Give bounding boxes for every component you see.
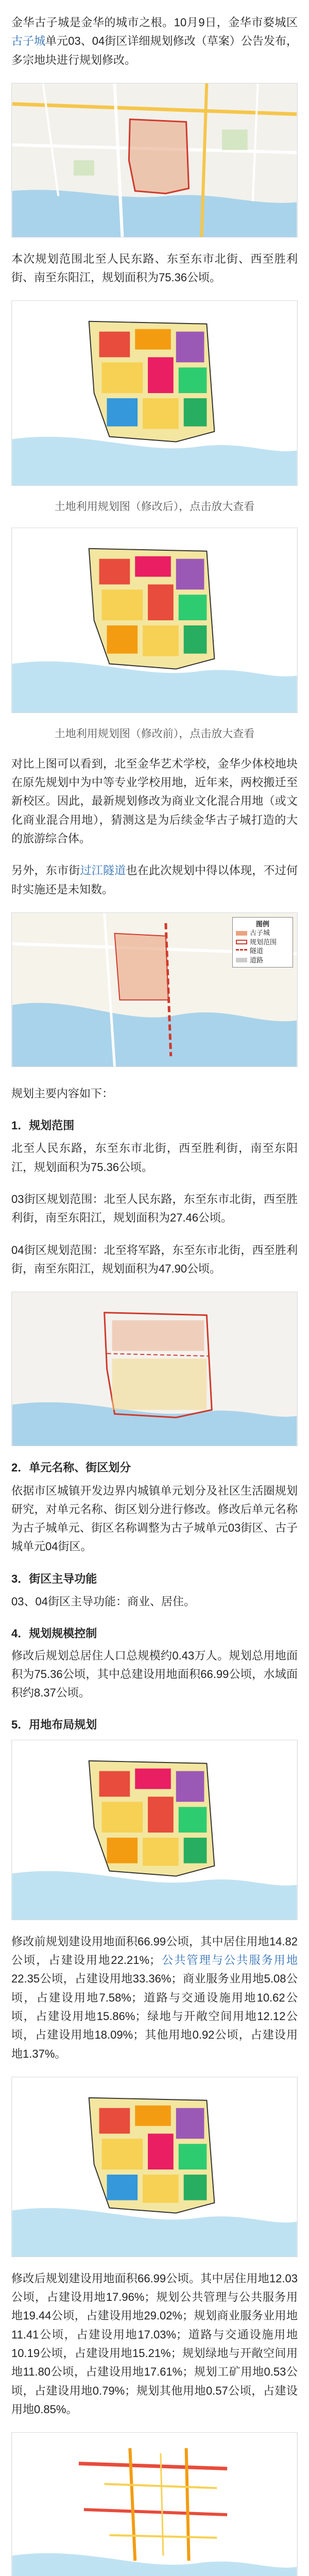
intro-paragraph xyxy=(11,13,298,70)
overview-map-svg xyxy=(12,83,297,237)
section-2-para-1: 依据市区城镇开发边界内城镇单元划分及社区生活圈规划研究，对单元名称、街区划分进行修改。修改后单元名称为古子城单元、街区名称调整为古子城单元03街区、古子城单元04街区。 xyxy=(11,1484,298,1553)
road-network-map-svg xyxy=(12,2433,297,2576)
tunnel-map[interactable] xyxy=(11,912,298,1067)
land-use-map-section5-before-svg xyxy=(12,1740,297,1920)
intro-text-part1: 金华古子城是金华的城市之根。10月9日，金华市婺城区 xyxy=(11,16,298,29)
section-5-para-2: 修改后规划建设用地面积66.99公顷。其中居住用地12.03公顷，占建设用地17.96%；规划公共管理与公共服务用地19.44公顷，占建设用地29.02%；规划商业服务业用地11.41公顷，占建设用地17.03%；道路与交通设施用地10.19公顷，占建设用地15.21%；规划绿地与开敞空间用地11.80公顷，占建设用地17.61%；规划工矿用地0.53公顷，占建设用地0.79%；规划其他用地0.57公顷，占建设用地0.85%。 xyxy=(11,2272,298,2416)
section-3-para-1: 03、04街区主导功能：商业、居住。 xyxy=(11,1595,195,1608)
tunnel-text-part1: 另外，东市街 xyxy=(11,864,80,877)
section-3-heading: 3．街区主导功能 xyxy=(11,1572,97,1585)
overview-map[interactable] xyxy=(11,83,298,238)
legend-row-4 xyxy=(236,956,289,965)
land-use-map-section5-before[interactable] xyxy=(11,1740,298,1920)
section-5-para-1-part2: 22.35公顷，占建设用地33.36%；商业服务业用地5.08公顷，占建设用地7.58%；道路与交通设施用地10.62公顷，占建设用地15.86%；绿地与开敞空间用地12.12公顷，占建设用地18.09%；其他用地0.92公顷，占建设用地1.37%。 xyxy=(11,1972,298,2060)
section-1-heading: 1．规划范围 xyxy=(11,1119,75,1132)
land-use-map-after[interactable] xyxy=(11,300,298,486)
tunnel-text-part2: 也在此次规划中得以体现，不过何时实施还是未知数。 xyxy=(11,864,298,896)
section-1-para-1: 北至人民东路，东至东市北街，西至胜利街，南至东阳江，规划面积为75.36公顷。 xyxy=(11,1142,298,1174)
legend-row-1 xyxy=(236,928,289,938)
section-5-para-1 xyxy=(11,1933,298,2063)
legend-swatch-4 xyxy=(236,958,247,962)
section-2-heading: 2．单元名称、街区划分 xyxy=(11,1461,131,1475)
main-content-intro: 规划主要内容如下： xyxy=(11,1087,114,1100)
section-1-para-2: 03街区规划范围：北至人民东路，东至东市北街，西至胜利街，南至东阳江，规划面积为27.46公顷。 xyxy=(11,1193,298,1225)
land-use-map-before[interactable] xyxy=(11,528,298,713)
section-5-para-1-part1: 修改前规划建设用地面积66.99公顷，其中居住用地14.82公顷，占建设用地22.21%； xyxy=(11,1935,298,1967)
land-use-map-section5-after[interactable] xyxy=(11,2077,298,2257)
map-after-caption: 土地利用规划图（修改后），点击放大查看 xyxy=(54,501,255,513)
legend-row-3 xyxy=(236,946,289,956)
intro-text-part2: 单元03、04街区详细规划修改（草案）公告发布，多宗地块进行规划修改。 xyxy=(11,35,298,66)
legend-label-2: 规划范围 xyxy=(250,938,277,946)
section-1-para-3: 04街区规划范围：北至将军路，东至东市北街，西至胜利街，南至东阳江，规划面积为47.90公顷。 xyxy=(11,1243,298,1275)
block-boundary-map[interactable] xyxy=(11,1292,298,1446)
land-use-map-after-svg xyxy=(12,301,297,485)
legend-row-2 xyxy=(236,938,289,947)
legend-swatch-1 xyxy=(236,931,247,936)
land-use-map-section5-after-svg xyxy=(12,2077,297,2257)
public-service-land-link[interactable]: 公共管理与公共服务用地 xyxy=(161,1954,298,1967)
comparison-paragraph: 对比上图可以看到，北至金华艺术学校，金华少体校地块在原先规划中为中等专业学校用地，近年来，两校搬迁至新校区。因此，最新规划修改为商业文化混合用地（或文化商业混合用地），猜测这是为后续金华古子城打造的大的旅游综合体。 xyxy=(11,757,298,845)
river-tunnel-link[interactable]: 过江隧道 xyxy=(80,864,126,877)
tunnel-map-legend xyxy=(232,917,293,968)
section-5-heading: 5．用地布局规划 xyxy=(11,1718,97,1732)
section-4-heading: 4．规划规模控制 xyxy=(11,1627,97,1640)
map-before-caption: 土地利用规划图（修改前），点击放大查看 xyxy=(54,728,255,740)
block-boundary-map-svg xyxy=(12,1292,297,1446)
legend-label-1: 古子城 xyxy=(250,929,270,937)
legend-label-4: 道路 xyxy=(250,956,264,964)
scope-paragraph: 本次规划范围北至人民东路、东至东市北街、西至胜利街、南至东阳江，规划面积为75.36公顷。 xyxy=(11,252,298,284)
legend-swatch-2 xyxy=(236,940,247,944)
section-4-para-1: 修改后规划总居住人口总规模约0.43万人。规划总用地面积为75.36公顷，其中总建设用地面积66.99公顷，水域面积约8.37公顷。 xyxy=(11,1649,298,1700)
road-network-map[interactable] xyxy=(11,2432,298,2576)
legend-label-3: 隧道 xyxy=(250,947,264,955)
land-use-map-before-svg xyxy=(12,528,297,713)
legend-swatch-3 xyxy=(236,949,247,954)
tunnel-paragraph xyxy=(11,861,298,899)
gu-zi-cheng-link[interactable]: 古子城 xyxy=(11,35,46,48)
legend-title: 图例 xyxy=(255,920,269,928)
